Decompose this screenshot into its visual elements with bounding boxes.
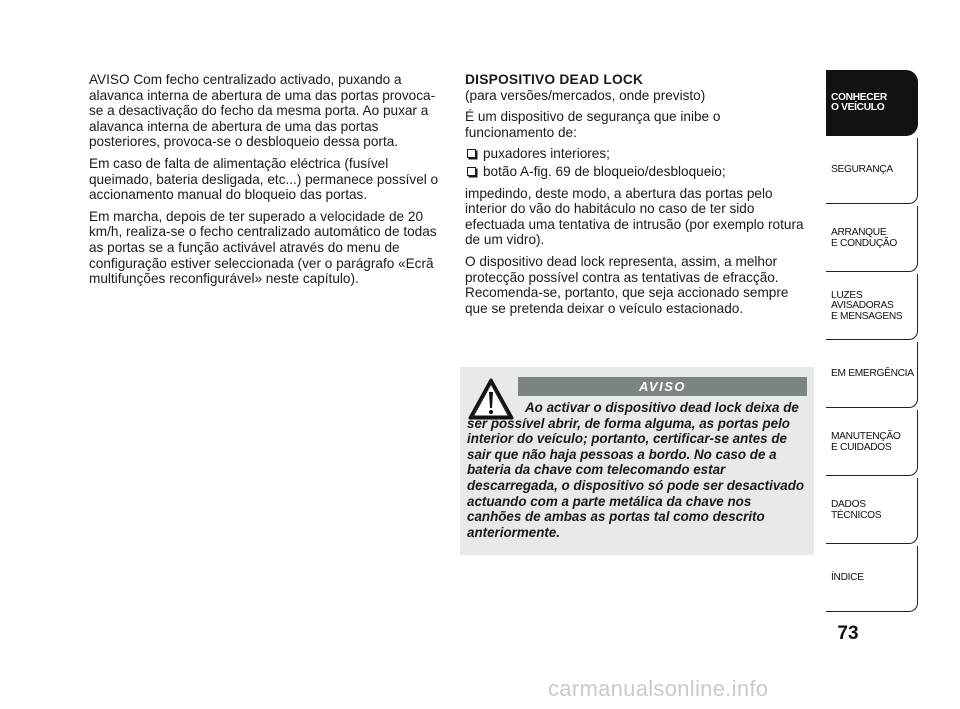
right-text-column [465, 72, 810, 322]
tab-label: SEGURANÇA [831, 164, 893, 176]
warning-box [460, 367, 814, 555]
list-item [465, 164, 810, 180]
warning-text: Ao activar o dispositivo dead lock deixa de ser possível abrir, de forma alguma, as portas pelo interior do veículo; portanto, certificar-se antes de sair que não haja pessoas a bordo. No caso de a bateria da chave com telecomando estar descarregada, o dispositivo só pode ser desactivado actuando com a parte metálica da chave nos canhões de ambas as portas tal como descrito anteriormente. [467, 400, 805, 540]
tab-seguranca[interactable] [826, 138, 918, 204]
tab-manutencao-e-cuidados[interactable] [826, 410, 918, 476]
paragraph: Em caso de falta de alimentação eléctrica (fusível queimado, bateria desligada, etc...) permanece possível o accionamento manual do bloqueio das portas. [89, 155, 439, 203]
paragraph: Em marcha, depois de ter superado a velocidade de 20 km/h, realiza-se o fecho centralizado automático de todas as portas se a função activável através do menu de configuração estiver seleccionada (ver o parágrafo «Ecrã multifunções reconfigurável» neste capítulo). [89, 208, 437, 287]
paragraph: O dispositivo dead lock representa, assim, a melhor protecção possível contra as tentativas de efracção. Recomenda-se, portanto, que seja accionado sempre que se pretenda deixar o veículo estacionado. [465, 253, 789, 316]
tab-luzes-avisadoras[interactable] [826, 274, 918, 340]
list-item [465, 146, 810, 162]
tab-label: DADOS TÉCNICOS [831, 499, 882, 521]
warning-title: AVISO [518, 377, 807, 396]
tab-label: ÍNDICE [831, 572, 864, 584]
tab-arranque-e-conducao[interactable] [826, 206, 918, 272]
tab-label: CONHECER O VEÍCULO [831, 91, 887, 113]
tab-em-emergencia[interactable] [826, 342, 918, 408]
left-text-column [89, 72, 449, 293]
tab-indice[interactable] [826, 546, 918, 612]
chapter-sidebar [826, 70, 918, 618]
list-item-text: puxadores interiores; [483, 146, 610, 162]
tab-label: EM EMERGÊNCIA [831, 368, 914, 380]
watermark: carmanualsonline.info [548, 676, 769, 701]
checkbox-bullet-icon [467, 149, 476, 158]
paragraph: impedindo, deste modo, a abertura das portas pelo interior do vão do habitáculo no caso de ter sido efectuada uma tentativa de intrusão (por exemplo rotura de um vidro). [465, 185, 804, 248]
list-item-text: botão A-fig. 69 de bloqueio/desbloqueio; [483, 163, 726, 179]
tab-label: ARRANQUE E CONDUÇÃO [831, 227, 898, 249]
tab-dados-tecnicos[interactable] [826, 478, 918, 544]
tab-label: MANUTENÇÃO E CUIDADOS [831, 431, 901, 453]
tab-label: LUZES AVISADORAS E MENSAGENS [831, 289, 903, 322]
tab-conhecer-o-veiculo[interactable] [826, 70, 918, 136]
bullet-list [465, 146, 810, 179]
checkbox-bullet-icon [467, 167, 476, 176]
paragraph: AVISO Com fecho centralizado activado, puxando a alavanca interna de abertura de uma das portas provoca-se a desactivação do fecho da mesma porta. Ao puxar a alavanca interna de abertura de uma das portas posteriores, provoca-se o desbloqueio dessa porta. [89, 72, 436, 150]
section-heading: DISPOSITIVO DEAD LOCK [465, 72, 644, 87]
section-subheading: (para versões/mercados, onde previsto) [465, 87, 706, 103]
paragraph: É um dispositivo de segurança que inibe o funcionamento de: [465, 109, 721, 140]
page-number: 73 [837, 623, 859, 644]
